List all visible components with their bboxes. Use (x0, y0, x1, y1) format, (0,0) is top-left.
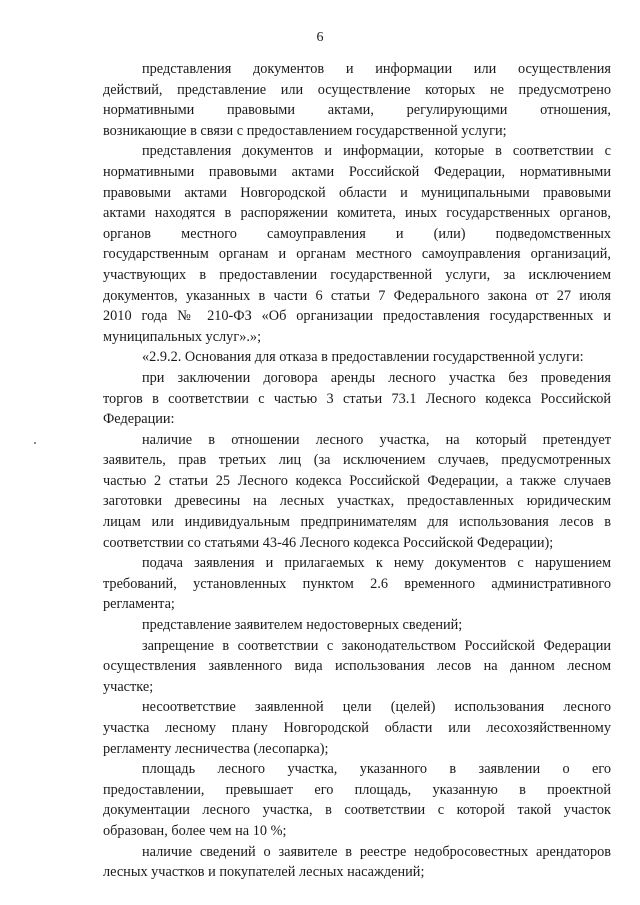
page-number: 6 (316, 30, 324, 45)
scan-mark (34, 442, 36, 444)
text-line: при заключении договора аренды лесного участка без проведения (142, 369, 611, 386)
text-line: представление заявителем недостоверных сведений; (142, 617, 463, 634)
text-line: запрещение в соответствии с законодательством Российской Федерации (142, 637, 611, 654)
text-line: регламенту лесничества (лесопарка); (103, 740, 329, 757)
text-line: правовыми актами Новгородской области и муниципальными правовыми (103, 184, 611, 201)
text-line: возникающие в связи с предоставлением государственной услуги; (103, 122, 507, 139)
text-line: частью 2 статьи 25 Лесного кодекса Российской Федерации, а также случаев (103, 472, 611, 489)
text-line: документации лесного участка, в соответствии с которой такой участок (103, 802, 611, 819)
text-line: регламента; (103, 596, 175, 613)
text-line: лицам или индивидуальным предпринимателям для использования лесов в (103, 514, 611, 531)
text-line: актами находятся в распоряжении комитета, иных государственных органов, (103, 205, 611, 222)
text-line: предоставлении, превышает его площадь, указанную в проектной (103, 781, 611, 798)
text-line: лесных участков и покупателей лесных насаждений; (103, 864, 425, 881)
text-line: подача заявления и прилагаемых к нему документов с нарушением (142, 555, 611, 572)
text-line: соответствии со статьями 43-46 Лесного кодекса Российской Федерации); (103, 534, 554, 551)
text-line: несоответствие заявленной цели (целей) использования лесного (142, 699, 611, 716)
text-line: наличие сведений о заявителе в реестре недобросовестных арендаторов (142, 843, 611, 860)
text-line: образован, более чем на 10 %; (103, 822, 287, 839)
text-line: 2010 года № 210-ФЗ «Об организации предоставления государственных и (103, 308, 611, 325)
text-line: представления документов и информации, которые в соответствии с (142, 143, 611, 160)
text-line: участвующих в предоставлении государственной услуги, за исключением (103, 266, 611, 283)
text-line: Федерации: (103, 411, 175, 428)
text-line: государственным органам и органам местного самоуправления организаций, (103, 246, 611, 263)
text-line: «2.9.2. Основания для отказа в предоставлении государственной услуги: (142, 349, 584, 366)
text-line: требований, установленных пунктом 2.6 временного административного (103, 575, 611, 592)
document-body (103, 59, 611, 883)
text-line: органов местного самоуправления и (или) подведомственных (103, 225, 611, 242)
text-line: представления документов и информации или осуществления (142, 61, 611, 77)
text-line: действий, представление или осуществление которых не предусмотрено (103, 81, 611, 98)
text-line: нормативными правовыми актами Российской Федерации, нормативными (103, 163, 611, 180)
text-line: документов, указанных в части 6 статьи 7 Федерального закона от 27 июля (103, 287, 611, 304)
text-line: заготовки древесины на лесных участках, предоставленных юридическим (103, 493, 611, 510)
text-line: участке; (103, 678, 154, 695)
text-line: заявитель, прав третьих лиц (за исключением случаев, предусмотренных (103, 452, 611, 469)
text-line: площадь лесного участка, указанного в заявлении о его (142, 761, 611, 778)
text-line: торгов в соответствии с частью 3 статьи 73.1 Лесного кодекса Российской (103, 390, 611, 407)
text-line: нормативными правовыми актами, регулирующими отношения, (103, 102, 611, 119)
text-line: осуществления заявленного вида использования лесов на данном лесном (103, 658, 611, 675)
text-line: наличие в отношении лесного участка, на который претендует (142, 431, 611, 448)
text-line: муниципальных услуг».»; (103, 328, 262, 345)
text-line: участка лесному плану Новгородской области или лесохозяйственному (103, 720, 611, 736)
